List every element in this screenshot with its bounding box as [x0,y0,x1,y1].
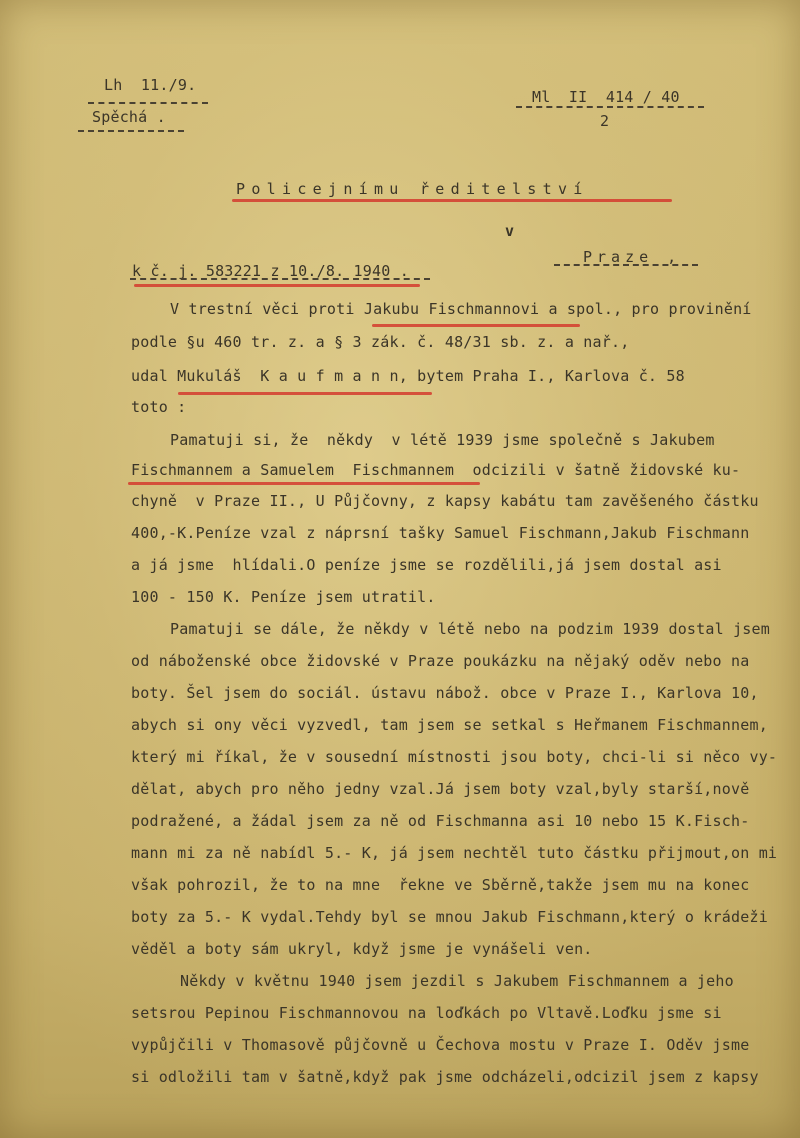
reference-underline [134,284,420,287]
urgency-dash [78,130,184,132]
body-line-24: vypůjčili v Thomasově půjčovně u Čechova mostu v Praze I. Oděv jsme [131,1036,750,1054]
addressee-underline [232,199,672,202]
body-line-12: od náboženské obce židovské v Praze poukázku na nějaký oděv nebo na [131,652,750,670]
body-line-8: 400,-K.Peníze vzal z náprsní tašky Samuel Fischmann,Jakub Fischmann [131,524,750,542]
body-line-10: 100 - 150 K. Peníze jsem utratil. [131,588,436,606]
page-number: 2 [600,112,610,130]
body-line-21: věděl a boty sám ukryl, když jsme je vynášeli ven. [131,940,593,958]
right-reference: Ml II 414 / 40 [532,88,680,106]
urgency-mark: Spěchá . [92,108,166,126]
body-line-25: si odložili tam v šatně,když pak jsme odcházeli,odcizil jsem z kapsy [131,1068,759,1086]
left-reference-dash [88,102,208,104]
body-line-18: mann mi za ně nabídl 5.- K, já jsem nechtěl tuto částku přijmout,on mi [131,844,778,862]
body-line-19: však pohrozil, že to na mne řekne ve Sběrně,takže jsem mu na konec [131,876,750,894]
reference-dash [130,278,430,280]
addressee-line1: Policejnímu ředitelství [236,180,589,198]
body-line-17: podražené, a žádal jsem za ně od Fischmanna asi 10 nebo 15 K.Fisch- [131,812,750,830]
right-reference-dash [516,106,704,108]
name-underline-3 [128,482,480,485]
body-line-2: podle §u 460 tr. z. a § 3 zák. č. 48/31 sb. z. a nař., [131,333,630,351]
body-line-15: který mi říkal, že v sousední místnosti jsou boty, chci-li si něco vy- [131,748,778,766]
body-line-13: boty. Šel jsem do sociál. ústavu nábož. obce v Praze I., Karlova 10, [131,684,759,702]
body-line-20: boty za 5.- K vydal.Tehdy byl se mnou Jakub Fischmann,který o krádeži [131,908,768,926]
body-line-5: Pamatuji si, že někdy v létě 1939 jsme společně s Jakubem [170,431,715,449]
addressee-city: Praze , [583,248,682,266]
body-line-9: a já jsme hlídali.O peníze jsme se rozdělili,já jsem dostal asi [131,556,722,574]
city-dash [554,264,698,266]
body-line-11: Pamatuji se dále, že někdy v létě nebo na podzim 1939 dostal jsem [170,620,770,638]
name-underline-1 [372,324,580,327]
body-line-3: udal Mukuláš K a u f m a n n, bytem Praha I., Karlova č. 58 [131,367,685,385]
body-line-4: toto : [131,398,187,416]
name-underline-2 [178,392,432,395]
addressee-line2: v [505,222,515,240]
body-line-16: dělat, abych pro něho jedny vzal.Já jsem boty vzal,byly starší,nově [131,780,750,798]
body-line-14: abych si ony věci vyzvedl, tam jsem se setkal s Heřmanem Fischmannem, [131,716,768,734]
left-reference: Lh 11./9. [104,76,197,94]
body-line-23: setsrou Pepinou Fischmannovou na loďkách po Vltavě.Loďku jsme si [131,1004,722,1022]
body-line-22: Někdy v květnu 1940 jsem jezdil s Jakubem Fischmannem a jeho [180,972,734,990]
body-line-6: Fischmannem a Samuelem Fischmannem odcizili v šatně židovské ku- [131,461,741,479]
body-line-7: chyně v Praze II., U Půjčovny, z kapsy kabátu tam zavěšeného částku [131,492,759,510]
body-line-1: V trestní věci proti Jakubu Fischmannovi a spol., pro provinění [170,300,752,318]
reference-number: k č. j. 583221 z 10./8. 1940 . [132,262,409,280]
